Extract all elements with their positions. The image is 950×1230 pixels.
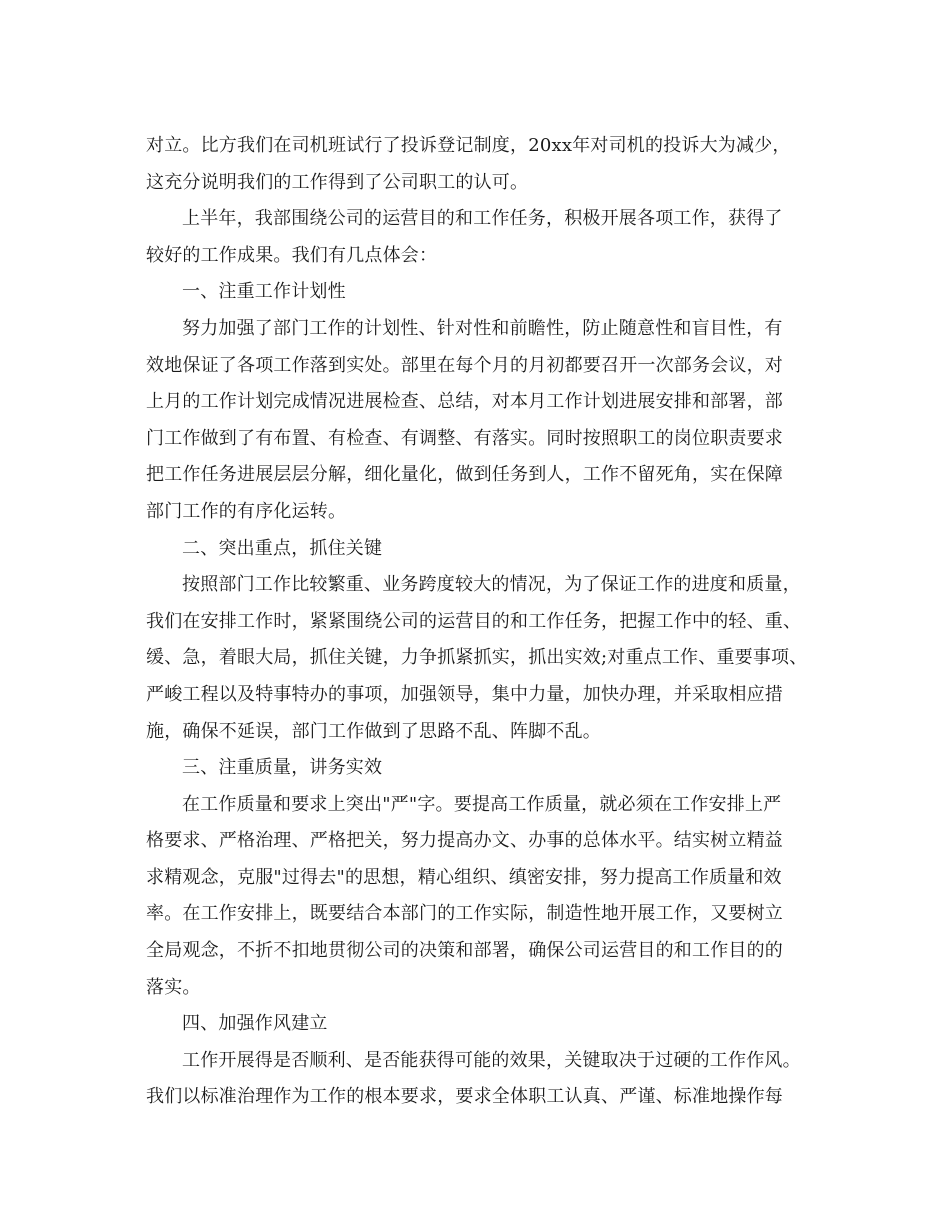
paragraph-line: 努力加强了部门工作的计划性、针对性和前瞻性，防止随意性和盲目性，有 <box>182 317 783 339</box>
text-line: 这充分说明我们的工作得到了公司职工的认可。 <box>146 171 529 193</box>
document-body <box>146 128 836 1116</box>
text-line: 把工作任务进展层层分解，细化量化，做到任务到人，工作不留死角，实在保障 <box>146 464 783 486</box>
paragraph-line: 工作开展得是否顺利、是否能获得可能的效果，关键取决于过硬的工作作风。 <box>182 1049 801 1071</box>
text-line: 全局观念，不折不扣地贯彻公司的决策和部署，确保公司运营目的和工作目的的 <box>146 940 783 962</box>
text-line: 我们以标准治理作为工作的根本要求，要求全体职工认真、严谨、标准地操作每 <box>146 1086 783 1108</box>
text-line: 较好的工作成果。我们有几点体会： <box>146 244 438 266</box>
paragraph-line: 按照部门工作比较繁重、业务跨度较大的情况，为了保证工作的进度和质量， <box>182 574 801 596</box>
text-line: 施，确保不延误，部门工作做到了思路不乱、阵脚不乱。 <box>146 720 601 742</box>
section-heading-3: 三、注重质量，讲务实效 <box>182 757 383 779</box>
text-line: 缓、急，着眼大局，抓住关键，力争抓紧抓实，抓出实效;对重点工作、重要事项、 <box>146 647 808 669</box>
section-heading-4: 四、加强作风建立 <box>182 1013 328 1035</box>
section-heading-2: 二、突出重点，抓住关键 <box>182 537 383 559</box>
text-line: 部门工作的有序化运转。 <box>146 500 347 522</box>
text-line: 效地保证了各项工作落到实处。部里在每个月的月初都要召开一次部务会议，对 <box>146 354 783 376</box>
text-line: 求精观念，克服"过得去"的思想，精心组织、缜密安排，努力提高工作质量和效 <box>146 866 782 888</box>
text-line: 格要求、严格治理、严格把关，努力提高办文、办事的总体水平。结实树立精益 <box>146 830 783 852</box>
text-line: 严峻工程以及特事特办的事项，加强领导，集中力量，加快办理，并采取相应措 <box>146 683 783 705</box>
text-line: 上月的工作计划完成情况进展检查、总结，对本月工作计划进展安排和部署，部 <box>146 391 783 413</box>
section-heading-1: 一、注重工作计划性 <box>182 281 346 303</box>
text-line: 落实。 <box>146 976 201 998</box>
text-line: 率。在工作安排上，既要结合本部门的工作实际，制造性地开展工作，又要树立 <box>146 903 783 925</box>
text-line: 门工作做到了有布置、有检查、有调整、有落实。同时按照职工的岗位职责要求 <box>146 427 783 449</box>
paragraph-line: 在工作质量和要求上突出"严"字。要提高工作质量，就必须在工作安排上严 <box>182 793 782 815</box>
text-line: 我们在安排工作时，紧紧围绕公司的运营目的和工作任务，把握工作中的轻、重、 <box>146 610 802 632</box>
paragraph-line: 上半年，我部围绕公司的运营目的和工作任务，积极开展各项工作，获得了 <box>182 208 783 230</box>
text-line: 对立。比方我们在司机班试行了投诉登记制度，20xx年对司机的投诉大为减少， <box>146 135 791 156</box>
